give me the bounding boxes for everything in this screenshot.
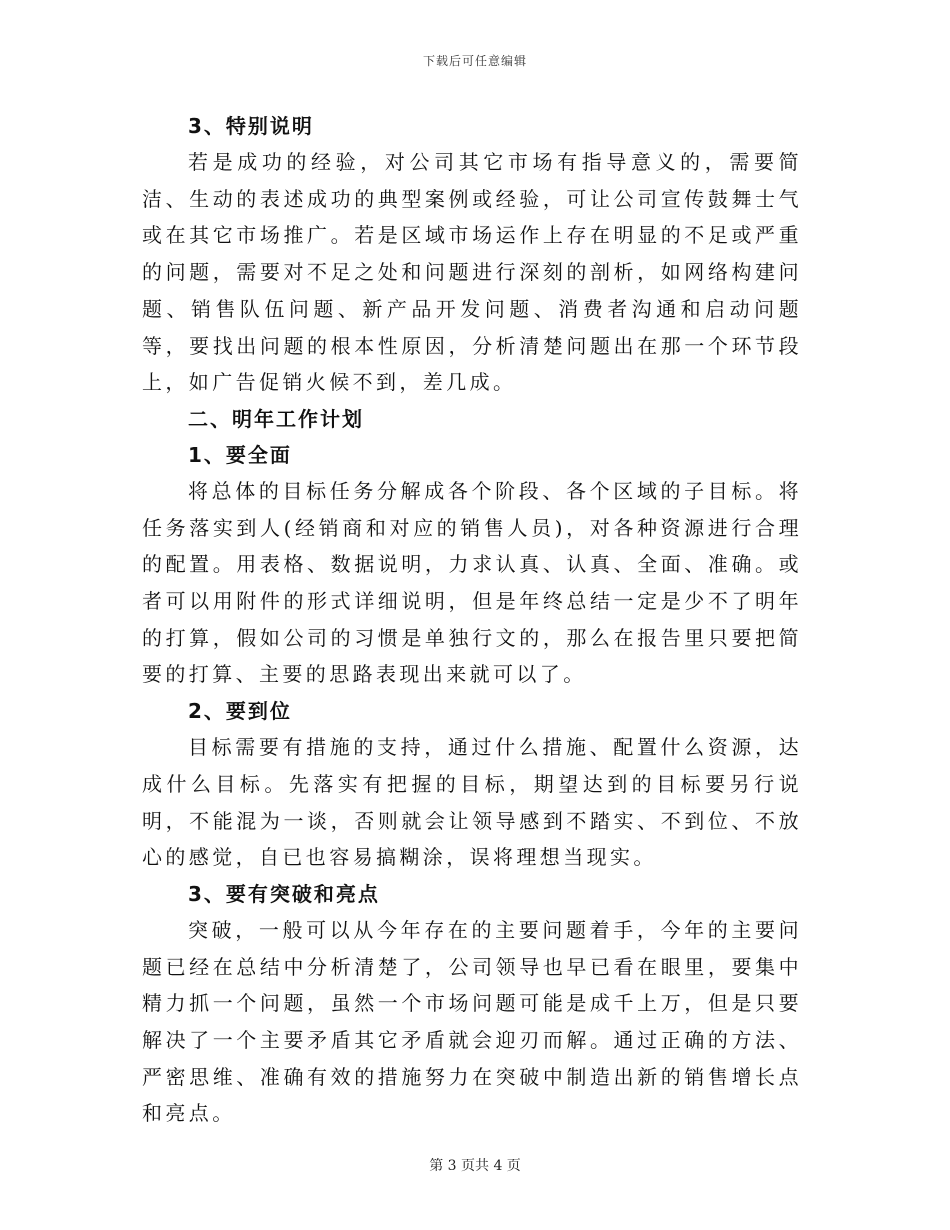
paragraph-comprehensive: 将总体的目标任务分解成各个阶段、各个区域的子目标。将任务落实到人(经销商和对应的销售人员)，对各种资源进行合理的配置。用表格、数据说明，力求认真、认真、全面、准确。或者可以用附件的形式详细说明，但是年终总结一定是少不了明年的打算，假如公司的习惯是单独行文的，那么在报告里只要把简要的打算、主要的思路表现出来就可以了。 — [142, 478, 802, 687]
page-number: 第 3 页共 4 页 — [429, 1158, 521, 1174]
paragraph-in-place: 目标需要有措施的支持，通过什么措施、配置什么资源，达成什么目标。先落实有把握的目标，期望达到的目标要另行说明，不能混为一谈，否则就会让领导感到不踏实、不到位、不放心的感觉，自已也容易搞糊涂，误将理想当现实。 — [142, 735, 802, 870]
header-note: 下载后可任意编辑 — [422, 54, 527, 68]
subheading-in-place: 2、要到位 — [188, 699, 292, 724]
subheading-comprehensive: 1、要全面 — [188, 442, 292, 467]
paragraph-special-notes: 若是成功的经验，对公司其它市场有指导意义的，需要简洁、生动的表述成功的典型案例或经验，可让公司宣传鼓舞士气或在其它市场推广。若是区域市场运作上存在明显的不足或严重的问题，需要对不足之处和问题进行深刻的剖析，如网络构建问题、销售队伍问题、新产品开发问题、消费者沟通和启动问题等，要找出问题的根本性原因，分析清楚问题出在那一个环节段上，如广告促销火候不到，差几成。 — [142, 150, 802, 395]
document-body — [142, 108, 802, 1132]
subheading-breakthrough: 3、要有突破和亮点 — [188, 881, 380, 906]
paragraph-breakthrough: 突破，一般可以从今年存在的主要问题着手，今年的主要问题已经在总结中分析清楚了，公司领导也早已看在眼里，要集中精力抓一个问题，虽然一个市场问题可能是成千上万，但是只要解决了一个主要矛盾其它矛盾就会迎刃而解。通过正确的方法、严密思维、准确有效的措施努力在突破中制造出新的销售增长点和亮点。 — [142, 917, 802, 1126]
section-heading-next-year-plan: 二、明年工作计划 — [188, 406, 364, 431]
section-heading-special-notes: 3、特别说明 — [188, 114, 314, 138]
